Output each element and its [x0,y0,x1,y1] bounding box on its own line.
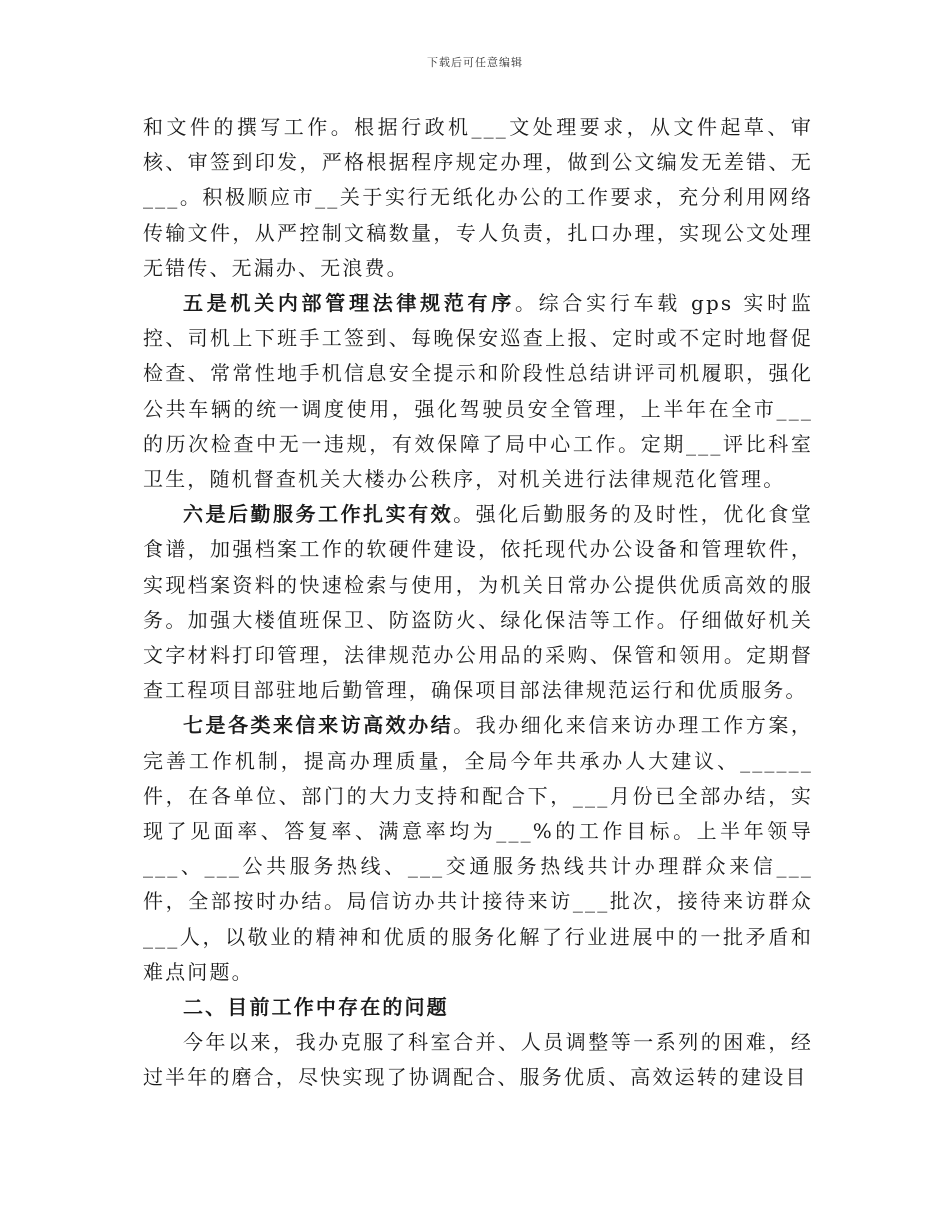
paragraph-item-six [143,497,813,708]
page-header: 下载后可任意编辑 [427,56,523,69]
paragraph-text: 。强化后勤服务的及时性，优化食堂食谱，加强档案工作的软硬件建设，依托现代办公设备和管理软件，实现档案资料的快速检索与使用，为机关日常办公提供优质高效的服务。加强大楼值班保卫、防盗防火、绿化保洁等工作。仔细做好机关文字材料打印管理，法律规范办公用品的采购、保管和领用。定期督查工程项目部驻地后勤管理，确保项目部法律规范运行和优质服务。 [143,502,813,703]
section-heading: 二、目前工作中存在的问题 [183,995,449,1020]
paragraph-lead: 六是后勤服务工作扎实有效 [183,502,454,527]
paragraph-text: 和文件的撰写工作。根据行政机___文处理要求，从文件起草、审核、审签到印发，严格根据程序规定办理，做到公文编发无差错、无___。积极顺应市__关于实行无纸化办公的工作要求，充分利用网络传输文件，从严控制文稿数量，专人负责，扎口办理，实现公文处理无错传、无漏办、无浪费。 [143,115,813,280]
document-body [143,110,813,1096]
paragraph-lead: 五是机关内部管理法律规范有序 [183,291,515,316]
paragraph-lead: 七是各类来信来访高效办结 [183,713,454,738]
paragraph-text: 。综合实行车载 gps 实时监控、司机上下班手工签到、每晚保安巡查上报、定时或不定时地督促检查、常常性地手机信息安全提示和阶段性总结讲评司机履职，强化公共车辆的统一调度使用，强化驾驶员安全管理，上半年在全市___的历次检查中无一违规，有效保障了局中心工作。定期___评比科室卫生，随机督查机关大楼办公秩序，对机关进行法律规范化管理。 [143,291,813,492]
paragraph-continuation [143,110,813,286]
paragraph-text: 。我办细化来信来访办理工作方案，完善工作机制，提高办理质量，全局今年共承办人大建议、______件，在各单位、部门的大力支持和配合下，___月份已全部办结，实现了见面率、答复率、满意率均为___%的工作目标。上半年领导___、___公共服务热线、___交通服务热线共计办理群众来信___件，全部按时办结。局信访办共计接待来访___批次，接待来访群众___人，以敬业的精神和优质的服务化解了行业进展中的一批矛盾和难点问题。 [143,713,813,984]
paragraph-closing: 今年以来，我办克服了科室合并、人员调整等一系列的困难，经过半年的磨合，尽快实现了协调配合、服务优质、高效运转的建设目 [143,1030,813,1090]
paragraph-item-seven [143,708,813,990]
paragraph-item-five [143,286,813,497]
